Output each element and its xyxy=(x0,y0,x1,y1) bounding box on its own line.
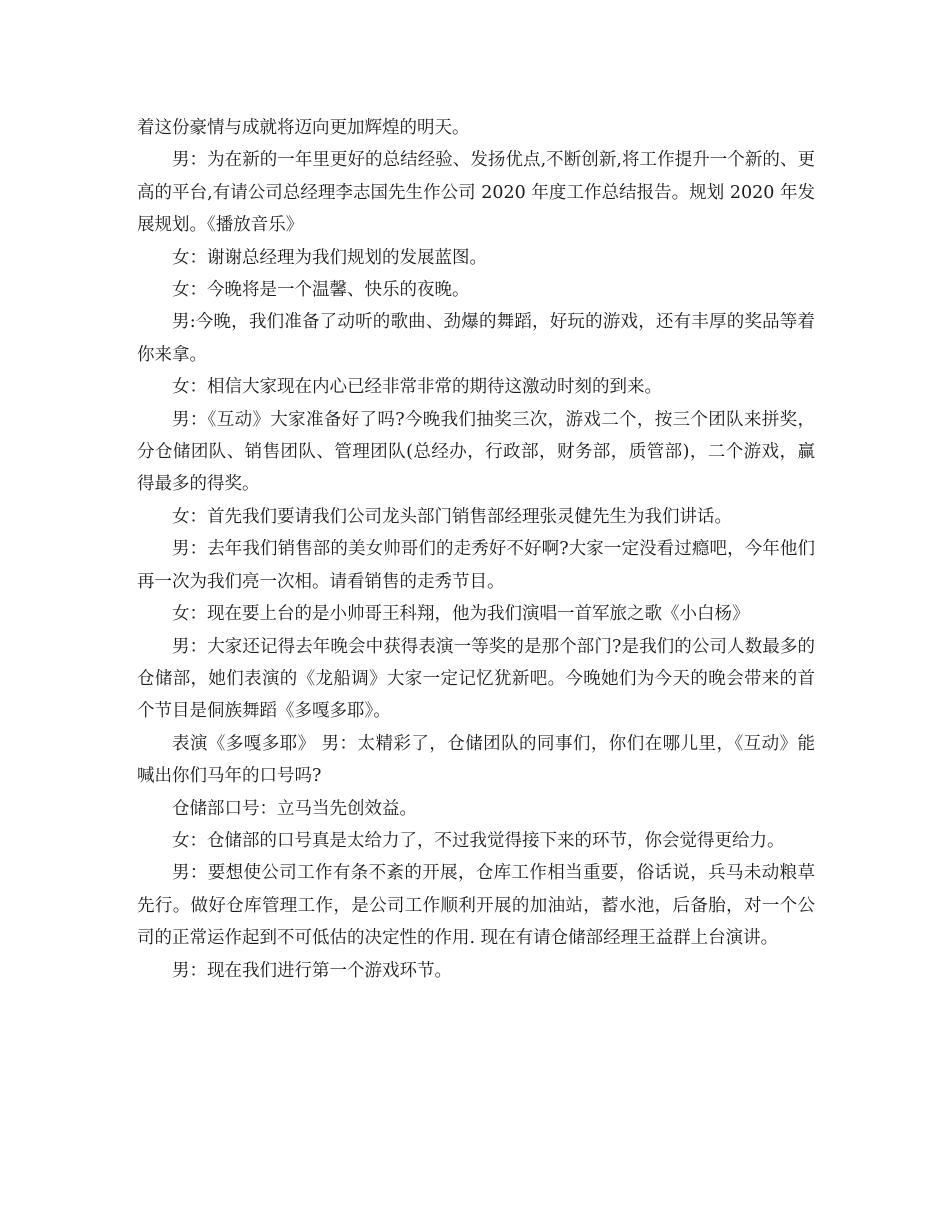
paragraph-15: 男：要想使公司工作有条不紊的开展，仓库工作相当重要，俗话说，兵马未动粮草先行。做好仓库管理工作，是公司工作顺利开展的加油站，蓄水池，后备胎，对一个公司的正常运作起到不可低估的决定性的作用. 现在有请仓储部经理王益群上台演讲。 xyxy=(137,863,815,949)
paragraph-9: 男：去年我们销售部的美女帅哥们的走秀好不好啊?大家一定没看过瘾吧，今年他们再一次为我们亮一次相。请看销售的走秀节目。 xyxy=(137,539,815,592)
paragraph-5: 男:今晚，我们准备了动听的歌曲、劲爆的舞蹈，好玩的游戏，还有丰厚的奖品等着你来拿。 xyxy=(137,312,815,365)
paragraph-2: 男：为在新的一年里更好的总结经验、发扬优点,不断创新,将工作提升一个新的、更高的平台,有请公司总经理李志国先生作公司 2020 年度工作总结报告。规划 2020 年发展规划。《播放音乐》 xyxy=(137,150,815,236)
paragraph-8: 女：首先我们要请我们公司龙头部门销售部经理张灵健先生为我们讲话。 xyxy=(172,506,732,527)
document-body xyxy=(137,112,815,987)
paragraph-7: 男：《互动》大家准备好了吗?今晚我们抽奖三次，游戏二个，按三个团队来拼奖，分仓储团队、销售团队、管理团队(总经办，行政部，财务部，质管部)，二个游戏，赢得最多的得奖。 xyxy=(137,409,815,495)
paragraph-1: 着这份豪情与成就将迈向更加辉煌的明天。 xyxy=(137,118,470,138)
paragraph-13: 仓储部口号：立马当先创效益。 xyxy=(172,798,417,819)
paragraph-4: 女：今晚将是一个温馨、快乐的夜晚。 xyxy=(172,280,470,301)
paragraph-6: 女：相信大家现在内心已经非常非常的期待这激动时刻的到来。 xyxy=(172,377,662,398)
paragraph-11: 男：大家还记得去年晚会中获得表演一等奖的是那个部门?是我们的公司人数最多的仓储部，她们表演的《龙船调》大家一定记忆犹新吧。今晚她们为今天的晚会带来的首个节目是侗族舞蹈《多嘎多耶》。 xyxy=(137,636,815,722)
paragraph-16: 男：现在我们进行第一个游戏环节。 xyxy=(172,960,452,981)
paragraph-10: 女：现在要上台的是小帅哥王科翔，他为我们演唱一首军旅之歌《小白杨》 xyxy=(172,604,750,625)
paragraph-12: 表演《多嘎多耶》 男：太精彩了，仓储团队的同事们，你们在哪儿里，《互动》能喊出你们马年的口号吗? xyxy=(137,733,815,787)
paragraph-14: 女：仓储部的口号真是太给力了，不过我觉得接下来的环节，你会觉得更给力。 xyxy=(172,830,785,851)
paragraph-3: 女：谢谢总经理为我们规划的发展蓝图。 xyxy=(172,247,487,268)
